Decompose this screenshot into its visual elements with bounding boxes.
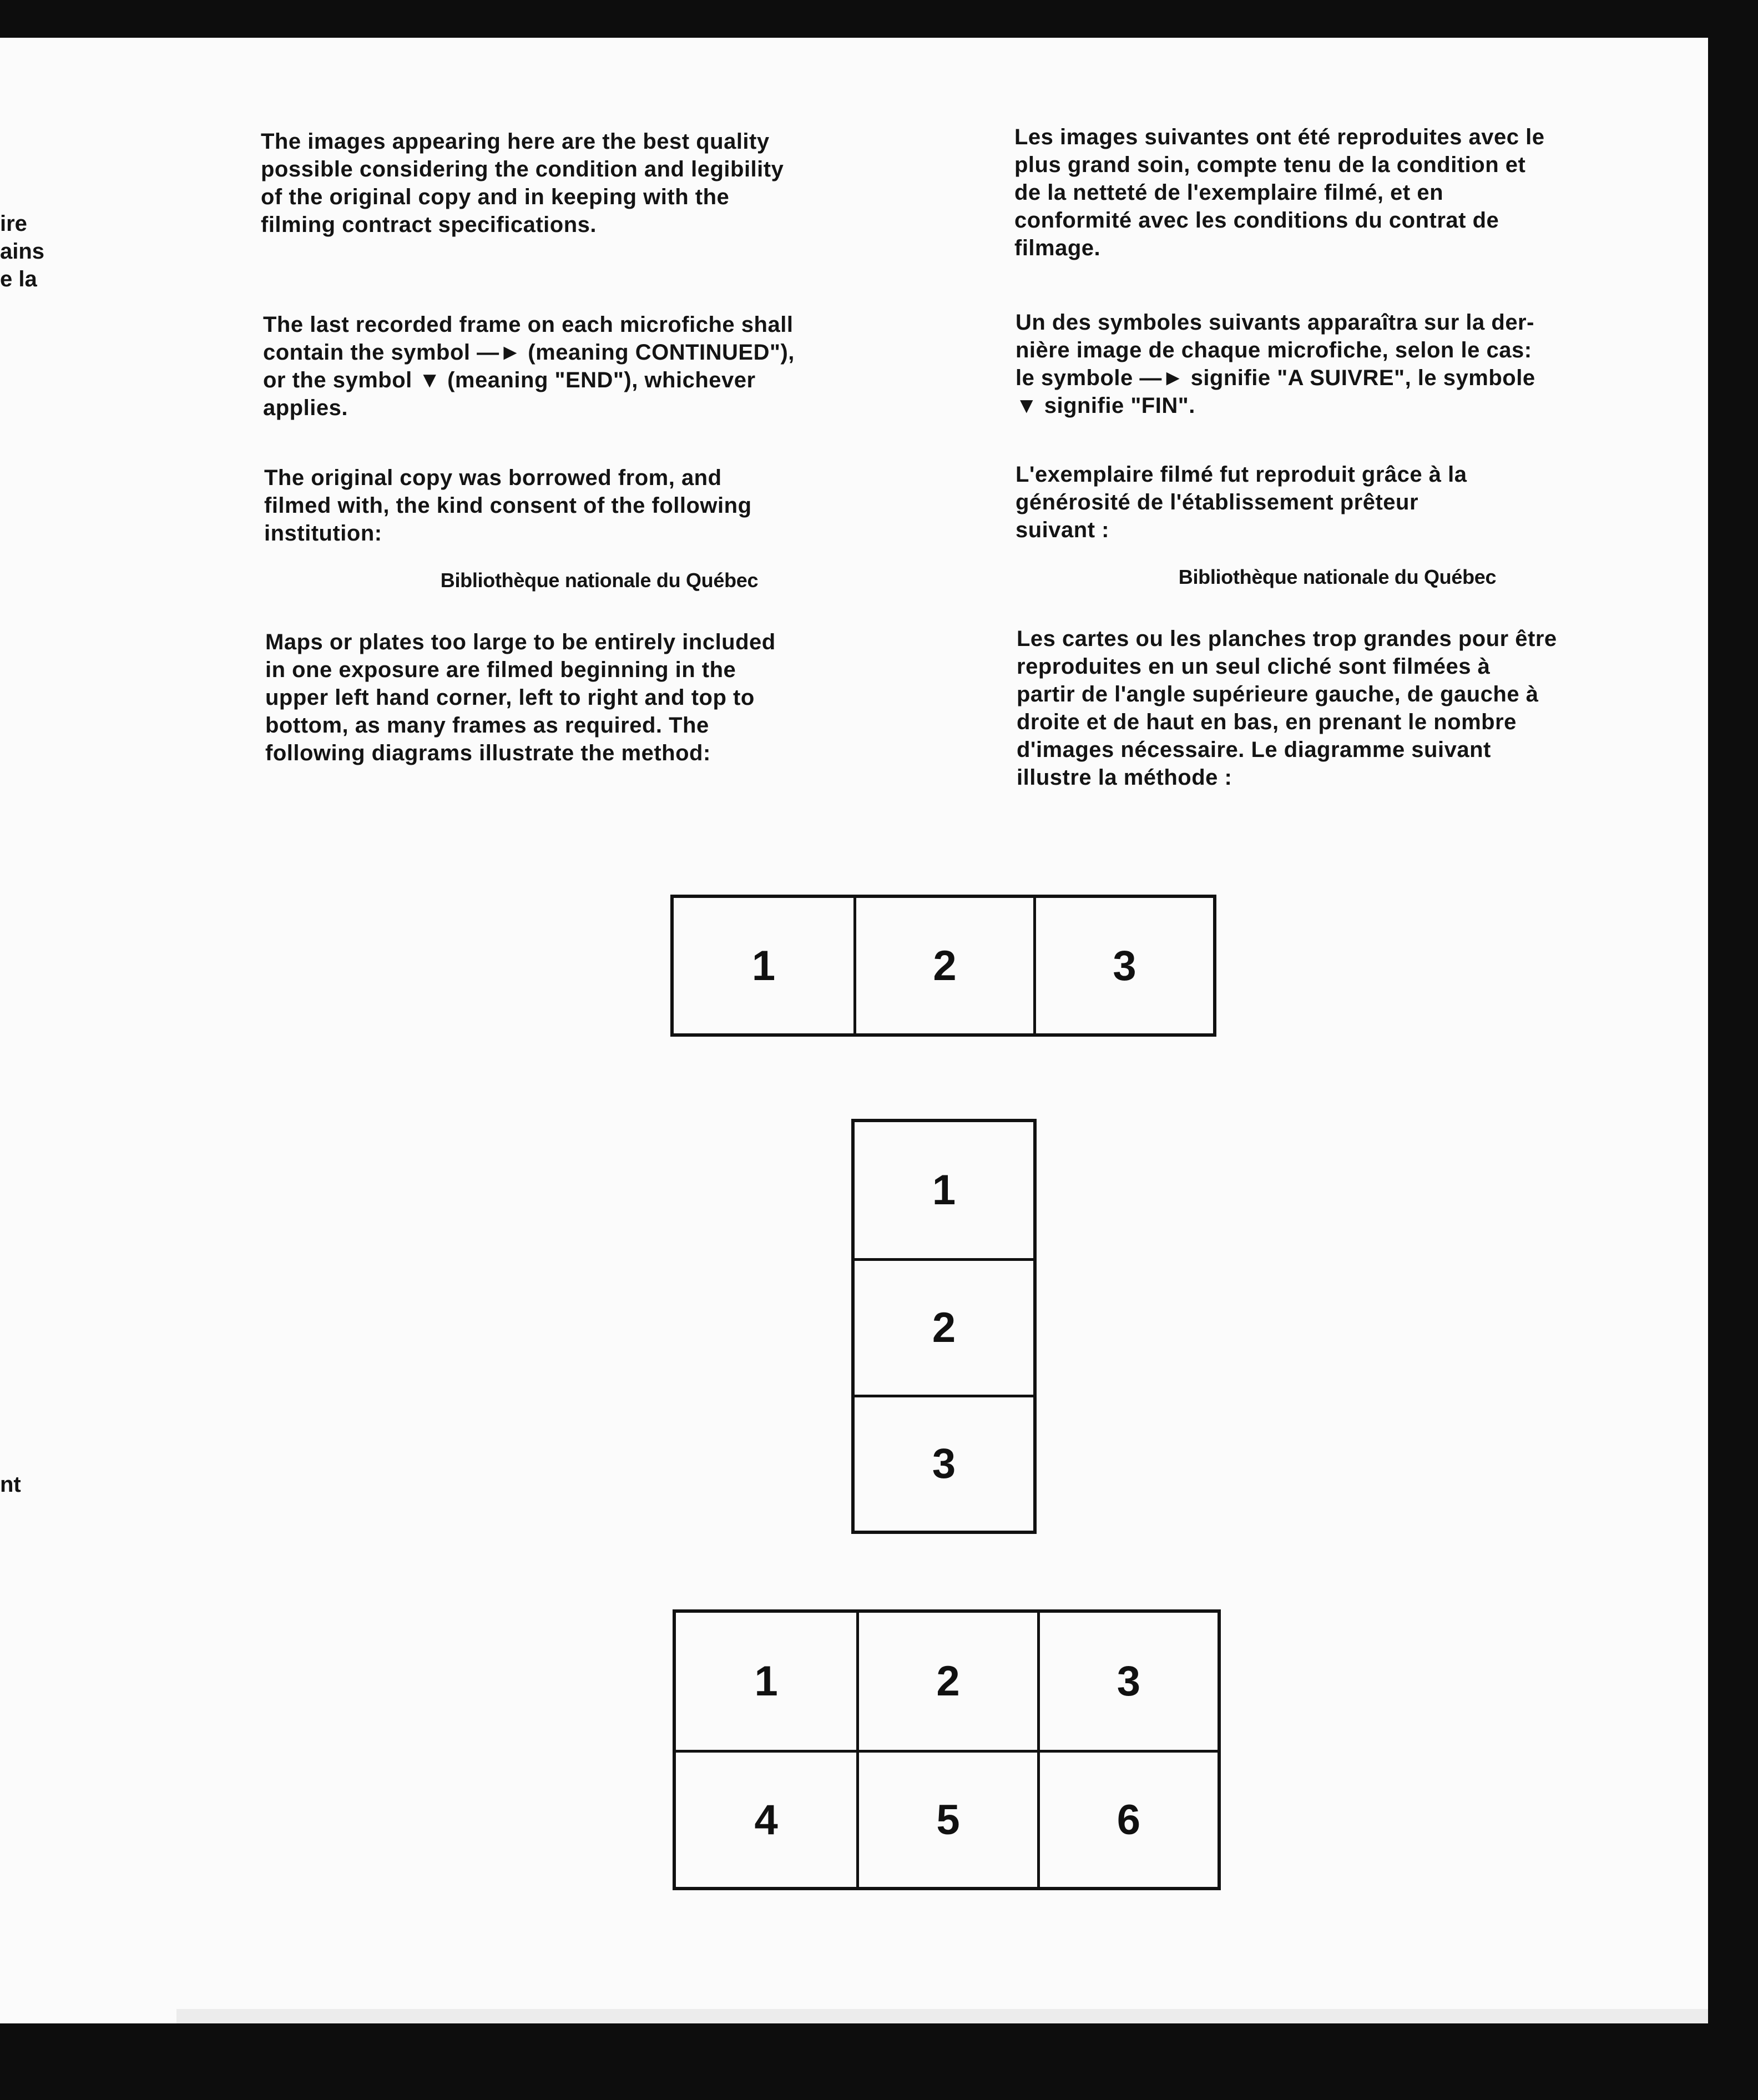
text-line: following diagrams illustrate the method:	[265, 741, 711, 765]
frame-cell: 2	[853, 898, 1033, 1033]
frame-cell: 6	[1037, 1750, 1218, 1887]
text-line: illustre la méthode :	[1017, 765, 1232, 790]
text-line: d'images nécessaire. Le diagramme suivant	[1017, 738, 1491, 762]
vertical-frame-diagram	[851, 1119, 1037, 1534]
text-line: upper left hand corner, left to right and top to	[265, 685, 755, 710]
frame-cell: 1	[751, 942, 776, 990]
text-line: The images appearing here are the best quality	[261, 129, 770, 154]
frame-cell: 3	[855, 1395, 1033, 1531]
text-line: or the symbol ▼ (meaning "END"), whichever	[263, 368, 756, 392]
text-line: ▼ signifie "FIN".	[1016, 393, 1195, 418]
text-line: institution:	[264, 521, 382, 546]
right-film-border	[1708, 0, 1758, 2100]
text-line: L'exemplaire filmé fut reproduit grâce à la	[1016, 462, 1467, 487]
text-line: Maps or plates too large to be entirely included	[265, 630, 776, 654]
bottom-film-border	[0, 2023, 1758, 2100]
margin-fragment: nt	[0, 1472, 21, 1497]
frame-cell: 3	[1037, 1613, 1218, 1750]
frame-cell: 1	[754, 1658, 778, 1705]
frame-cell: 2	[855, 1258, 1033, 1394]
english-maps-notice	[265, 628, 776, 767]
text-line: Les cartes ou les planches trop grandes pour être	[1017, 627, 1557, 651]
french-borrowed-notice	[1016, 461, 1467, 544]
text-line: The last recorded frame on each microfiche shall	[263, 312, 794, 337]
frame-cell: 4	[676, 1750, 856, 1887]
frame-cell: 2	[856, 1613, 1037, 1750]
margin-fragment: ains	[0, 239, 45, 264]
text-line: in one exposure are filmed beginning in the	[265, 658, 736, 682]
french-maps-notice	[1017, 625, 1557, 791]
margin-fragment: e la	[0, 267, 37, 291]
text-line: filmage.	[1014, 236, 1101, 260]
frame-cell: 1	[932, 1167, 956, 1214]
text-line: contain the symbol —► (meaning CONTINUED"),	[263, 340, 795, 365]
text-line: applies.	[263, 396, 348, 420]
text-line: possible considering the condition and legibility	[261, 157, 784, 181]
margin-fragment: ire	[0, 211, 27, 236]
frame-cell: 3	[1033, 898, 1213, 1033]
grid-frame-diagram	[673, 1609, 1221, 1890]
text-line: de la netteté de l'exemplaire filmé, et en	[1014, 180, 1444, 205]
text-line: générosité de l'établissement prêteur	[1016, 490, 1419, 514]
french-institution-name: Bibliothèque nationale du Québec	[1178, 566, 1497, 588]
english-quality-notice	[261, 128, 784, 239]
text-line: The original copy was borrowed from, and	[264, 466, 722, 490]
text-line: reproduites en un seul cliché sont filmées à	[1017, 654, 1491, 679]
english-borrowed-notice	[264, 464, 752, 547]
french-symbols-notice	[1016, 309, 1535, 420]
text-line: nière image de chaque microfiche, selon le cas:	[1016, 338, 1532, 362]
frame-cell: 5	[856, 1750, 1037, 1887]
text-line: plus grand soin, compte tenu de la condition et	[1014, 153, 1526, 177]
horizontal-frame-diagram	[670, 895, 1216, 1037]
text-line: suivant :	[1016, 518, 1109, 542]
page-bottom-edge	[176, 2009, 1708, 2023]
english-symbols-notice	[263, 311, 795, 422]
text-line: partir de l'angle supérieure gauche, de gauche à	[1017, 682, 1539, 706]
text-line: bottom, as many frames as required. The	[265, 713, 709, 738]
text-line: conformité avec les conditions du contrat de	[1014, 208, 1499, 233]
text-line: of the original copy and in keeping with the	[261, 185, 730, 209]
text-line: Un des symboles suivants apparaîtra sur la der-	[1016, 310, 1534, 335]
text-line: Les images suivantes ont été reproduites avec le	[1014, 125, 1545, 149]
top-film-border	[0, 0, 1758, 38]
french-quality-notice	[1014, 123, 1544, 262]
english-institution-name: Bibliothèque nationale du Québec	[440, 569, 759, 592]
text-line: filming contract specifications.	[261, 213, 597, 237]
text-line: le symbole —► signifie "A SUIVRE", le symbole	[1016, 366, 1535, 390]
text-line: filmed with, the kind consent of the following	[264, 493, 752, 518]
text-line: droite et de haut en bas, en prenant le nombre	[1017, 710, 1517, 734]
